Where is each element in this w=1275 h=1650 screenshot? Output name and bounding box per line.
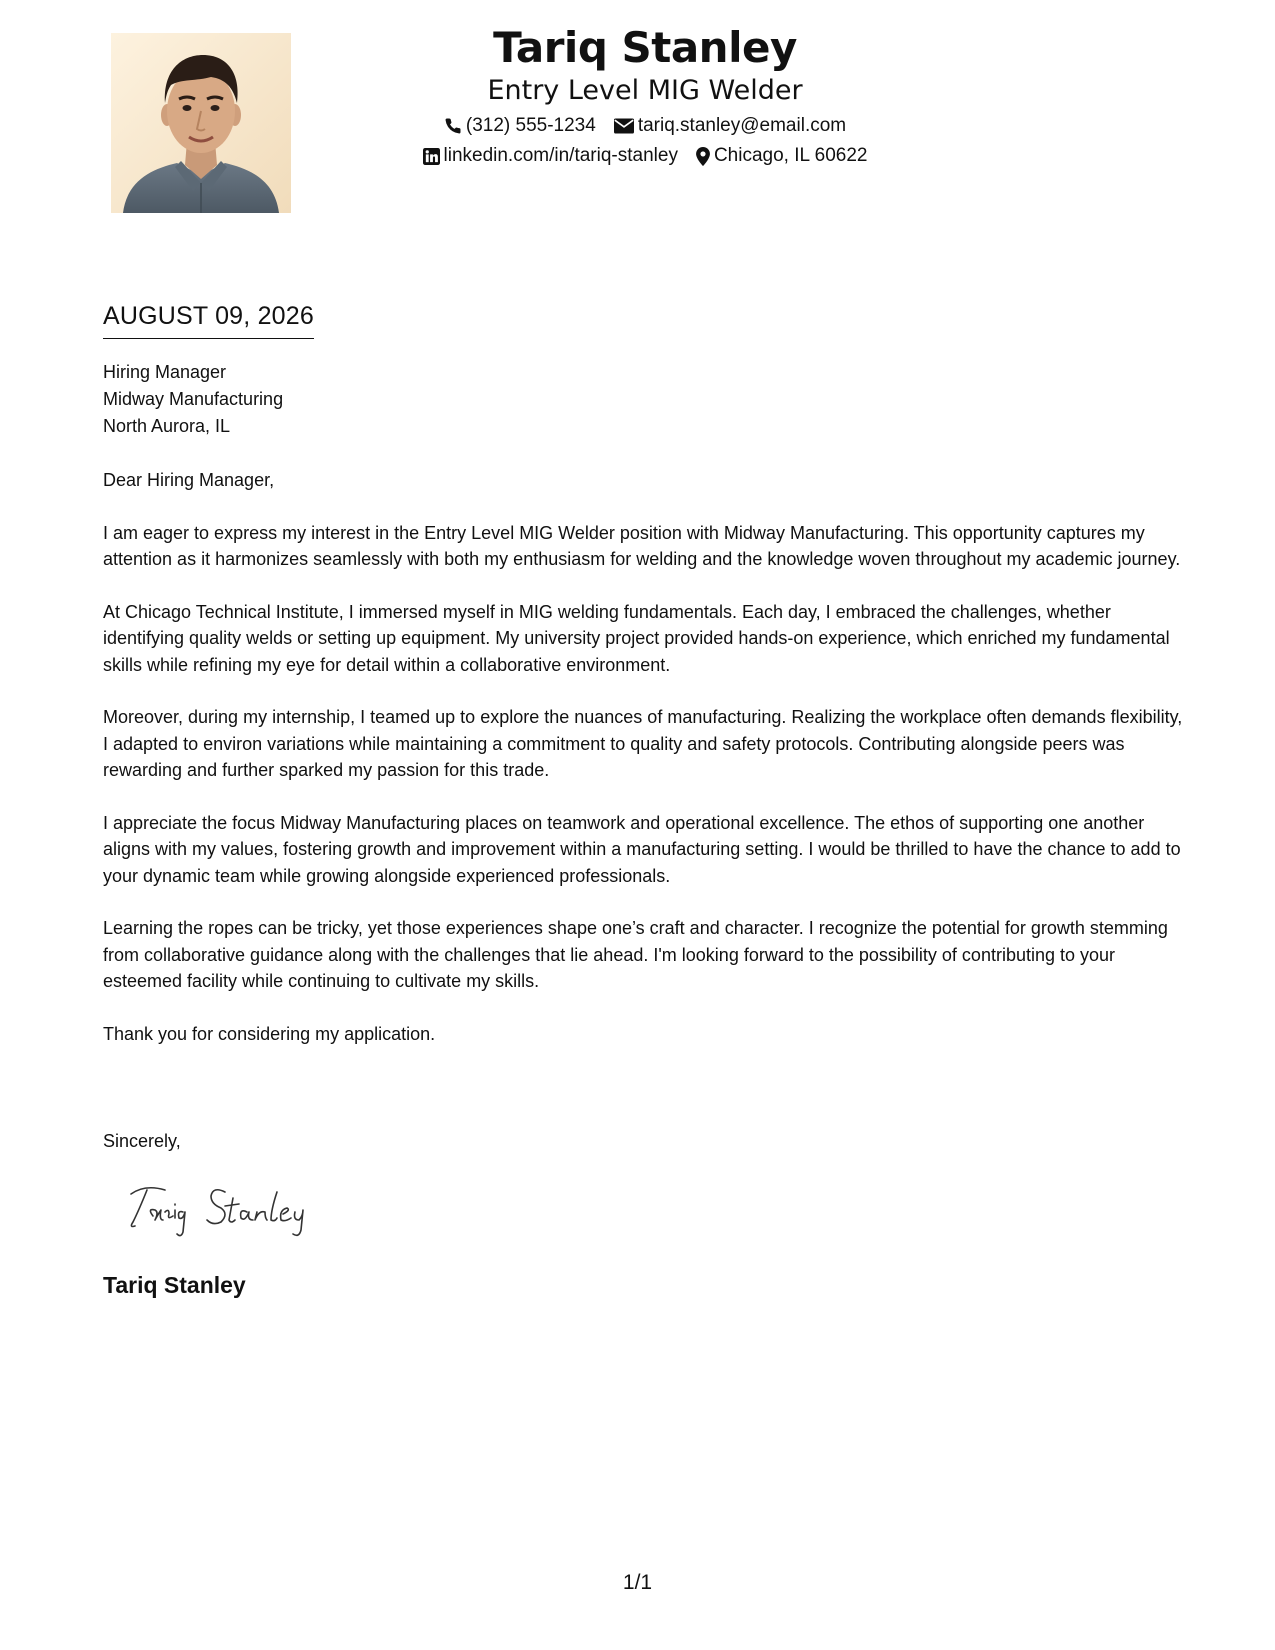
recipient-company: Midway Manufacturing (103, 389, 284, 409)
body-paragraph: Learning the ropes can be tricky, yet those experiences shape one’s craft and character. I recognize the potential for growth stemming from collaborative guidance along with the challenges that lie ahead. I'm looking forward to the possibility of contributing to your esteemed facility while continuing to cultivate my skills. (103, 918, 1168, 991)
phone-text: (312) 555-1234 (465, 115, 596, 136)
linkedin-text: linkedin.com/in/tariq-stanley (443, 145, 678, 166)
profile-photo (111, 33, 291, 213)
contact-phone[interactable] (444, 114, 596, 138)
letter-header (330, 22, 960, 168)
date-block (103, 300, 314, 339)
letter-date: AUGUST 09, 2026 (103, 300, 314, 339)
contact-row-1 (330, 114, 960, 138)
linkedin-icon (423, 148, 440, 165)
body-paragraph: At Chicago Technical Institute, I immersed myself in MIG welding fundamentals. Each day, I embraced the challenges, whether identifying quality welds or setting up equipment. My university project provided hands-on experience, which enriched my fundamental skills while refining my eye for detail within a collaborative environment. (103, 601, 1170, 675)
map-pin-icon (696, 147, 710, 166)
job-title: Entry Level MIG Welder (487, 75, 803, 106)
recipient-name: Hiring Manager (103, 362, 227, 382)
contact-email[interactable] (614, 114, 846, 138)
salutation: Dear Hiring Manager, (103, 470, 275, 490)
closing-line: Thank you for considering my application. (103, 1023, 436, 1044)
valediction: Sincerely, (103, 1131, 181, 1151)
email-text: tariq.stanley@email.com (637, 115, 847, 136)
contact-linkedin[interactable] (423, 144, 678, 168)
recipient-block (103, 359, 283, 440)
applicant-name: Tariq Stanley (493, 23, 797, 72)
body-paragraph: I appreciate the focus Midway Manufacturing places on teamwork and operational excellence. The ethos of supporting one another aligns with my values, fostering growth and improvement within a manufacturing setting. I would be thrilled to have the chance to add to your dynamic team while growing alongside experienced professionals. (103, 812, 1181, 886)
envelope-icon (614, 118, 634, 134)
signature (125, 1180, 355, 1240)
signer-name: Tariq Stanley (103, 1272, 246, 1298)
contact-location (696, 144, 868, 168)
contact-row-2 (330, 144, 960, 168)
recipient-city: North Aurora, IL (103, 416, 231, 436)
body-paragraph: I am eager to express my interest in the Entry Level MIG Welder position with Midway Manufacturing. This opportunity captures my attention as it harmonizes seamlessly with both my enthusiasm for welding and the knowledge woven throughout my academic journey. (103, 522, 1181, 569)
page-number: 1/1 (622, 1571, 653, 1594)
body-paragraph: Moreover, during my internship, I teamed up to explore the nuances of manufacturing. Realizing the workplace often demands flexibility, I adapted to environ variations while maintaining a commitment to quality and safety protocols. Contributing alongside peers was rewarding and further sparked my passion for this trade. (103, 707, 1183, 780)
location-text: Chicago, IL 60622 (713, 145, 868, 166)
letter-body (103, 467, 1183, 1047)
phone-icon (444, 117, 462, 135)
